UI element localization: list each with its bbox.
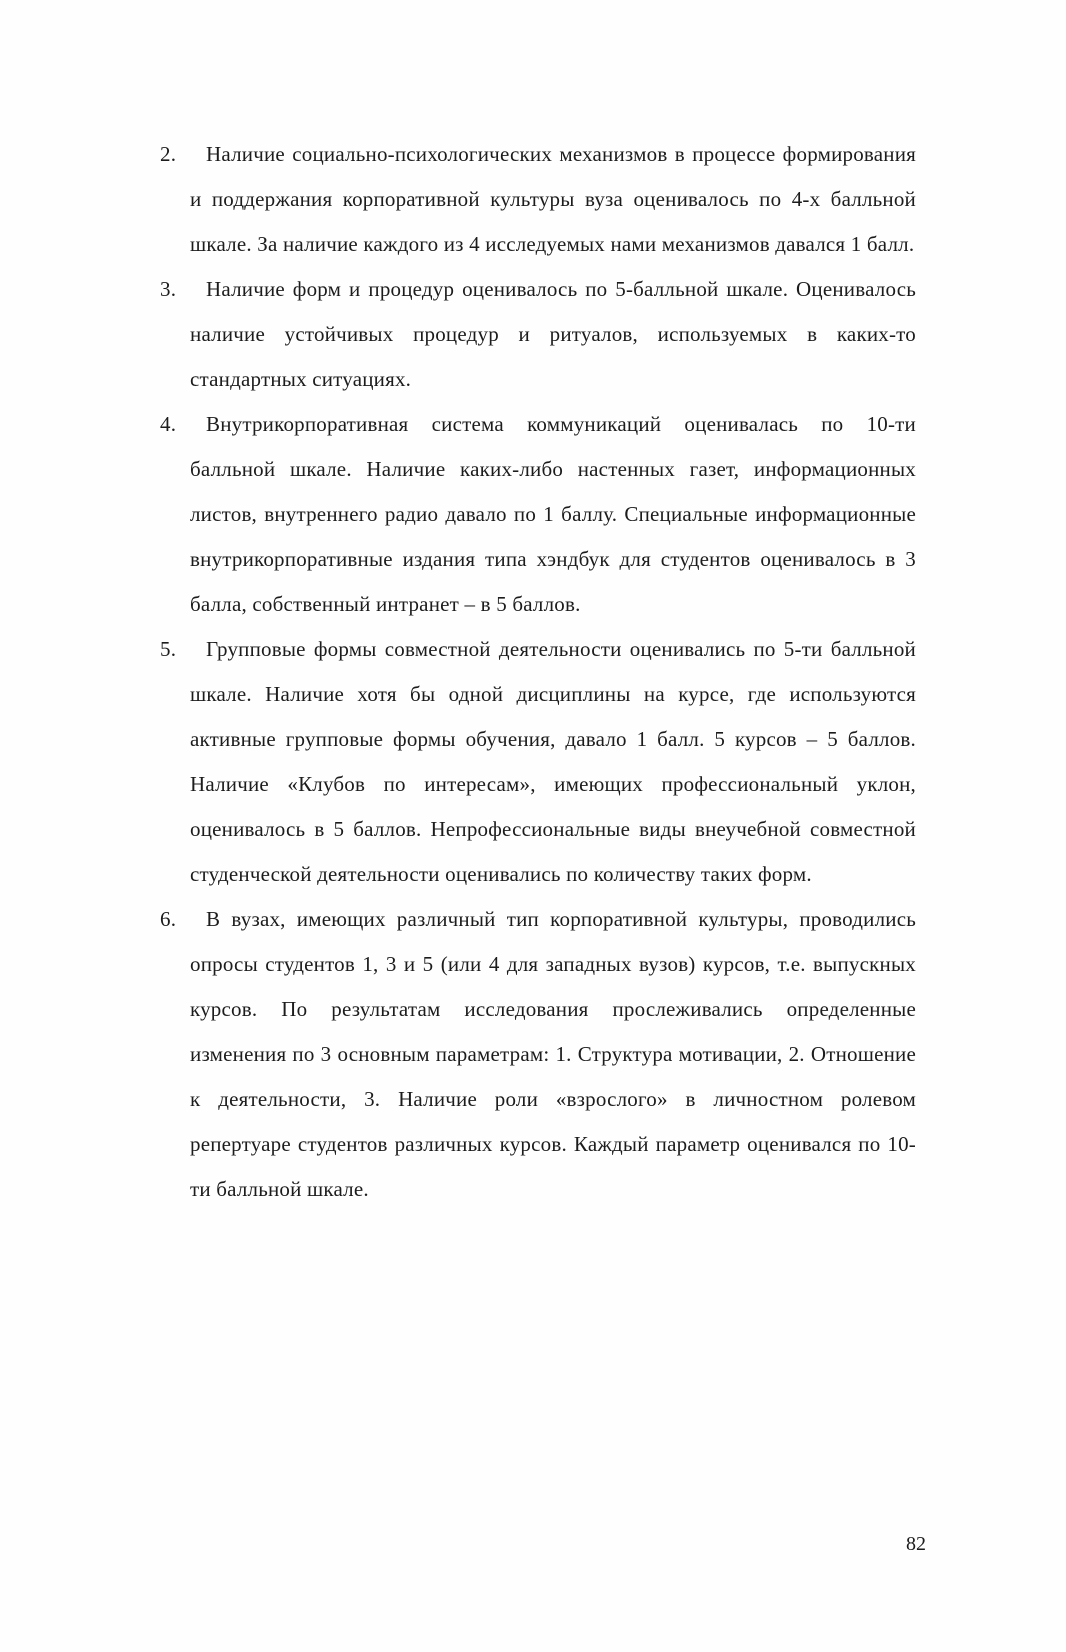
list-item-marker: 3. [160, 277, 177, 301]
list-item-marker: 6. [160, 907, 177, 931]
list-item-marker: 4. [160, 412, 177, 436]
list-item-text: Групповые формы совместной деятельности оценивались по 5-ти балльной шкале. Наличие хотя бы одной дисциплины на курсе, где используются активные групповые формы обучения, давало 1 балл. 5 курсов – 5 баллов. Наличие «Клубов по интересам», имеющих профессиональный уклон, оценивалось в 5 баллов. Непрофессиональные виды внеучебной совместной студенческой деятельности оценивались по количеству таких форм. [190, 637, 916, 886]
numbered-list [160, 132, 916, 1212]
list-item-marker: 5. [160, 637, 177, 661]
list-item [160, 132, 916, 267]
list-item-marker: 2. [160, 142, 177, 166]
list-item [160, 267, 916, 402]
list-item-text: Наличие форм и процедур оценивалось по 5-балльной шкале. Оценивалось наличие устойчивых процедур и ритуалов, используемых в каких-то стандартных ситуациях. [190, 277, 916, 391]
list-item-text: В вузах, имеющих различный тип корпоративной культуры, проводились опросы студентов 1, 3 и 5 (или 4 для западных вузов) курсов, т.е. выпускных курсов. По результатам исследования прослеживались определенные изменения по 3 основным параметрам: 1. Структура мотивации, 2. Отношение к деятельности, 3. Наличие роли «взрослого» в личностном ролевом репертуаре студентов различных курсов. Каждый параметр оценивался по 10-ти балльной шкале. [190, 907, 916, 1201]
list-item-text: Внутрикорпоративная система коммуникаций оценивалась по 10-ти балльной шкале. Наличие каких-либо настенных газет, информационных листов, внутреннего радио давало по 1 баллу. Специальные информационные внутрикорпоративные издания типа хэндбук для студентов оценивалось в 3 балла, собственный интранет – в 5 баллов. [190, 412, 916, 616]
list-item [160, 627, 916, 897]
list-item [160, 402, 916, 627]
list-item-text: Наличие социально-психологических механизмов в процессе формирования и поддержания корпоративной культуры вуза оценивалось по 4-х балльной шкале. За наличие каждого из 4 исследуемых нами механизмов давался 1 балл. [190, 142, 916, 256]
page-number: 82 [906, 1533, 926, 1555]
list-item [160, 897, 916, 1212]
